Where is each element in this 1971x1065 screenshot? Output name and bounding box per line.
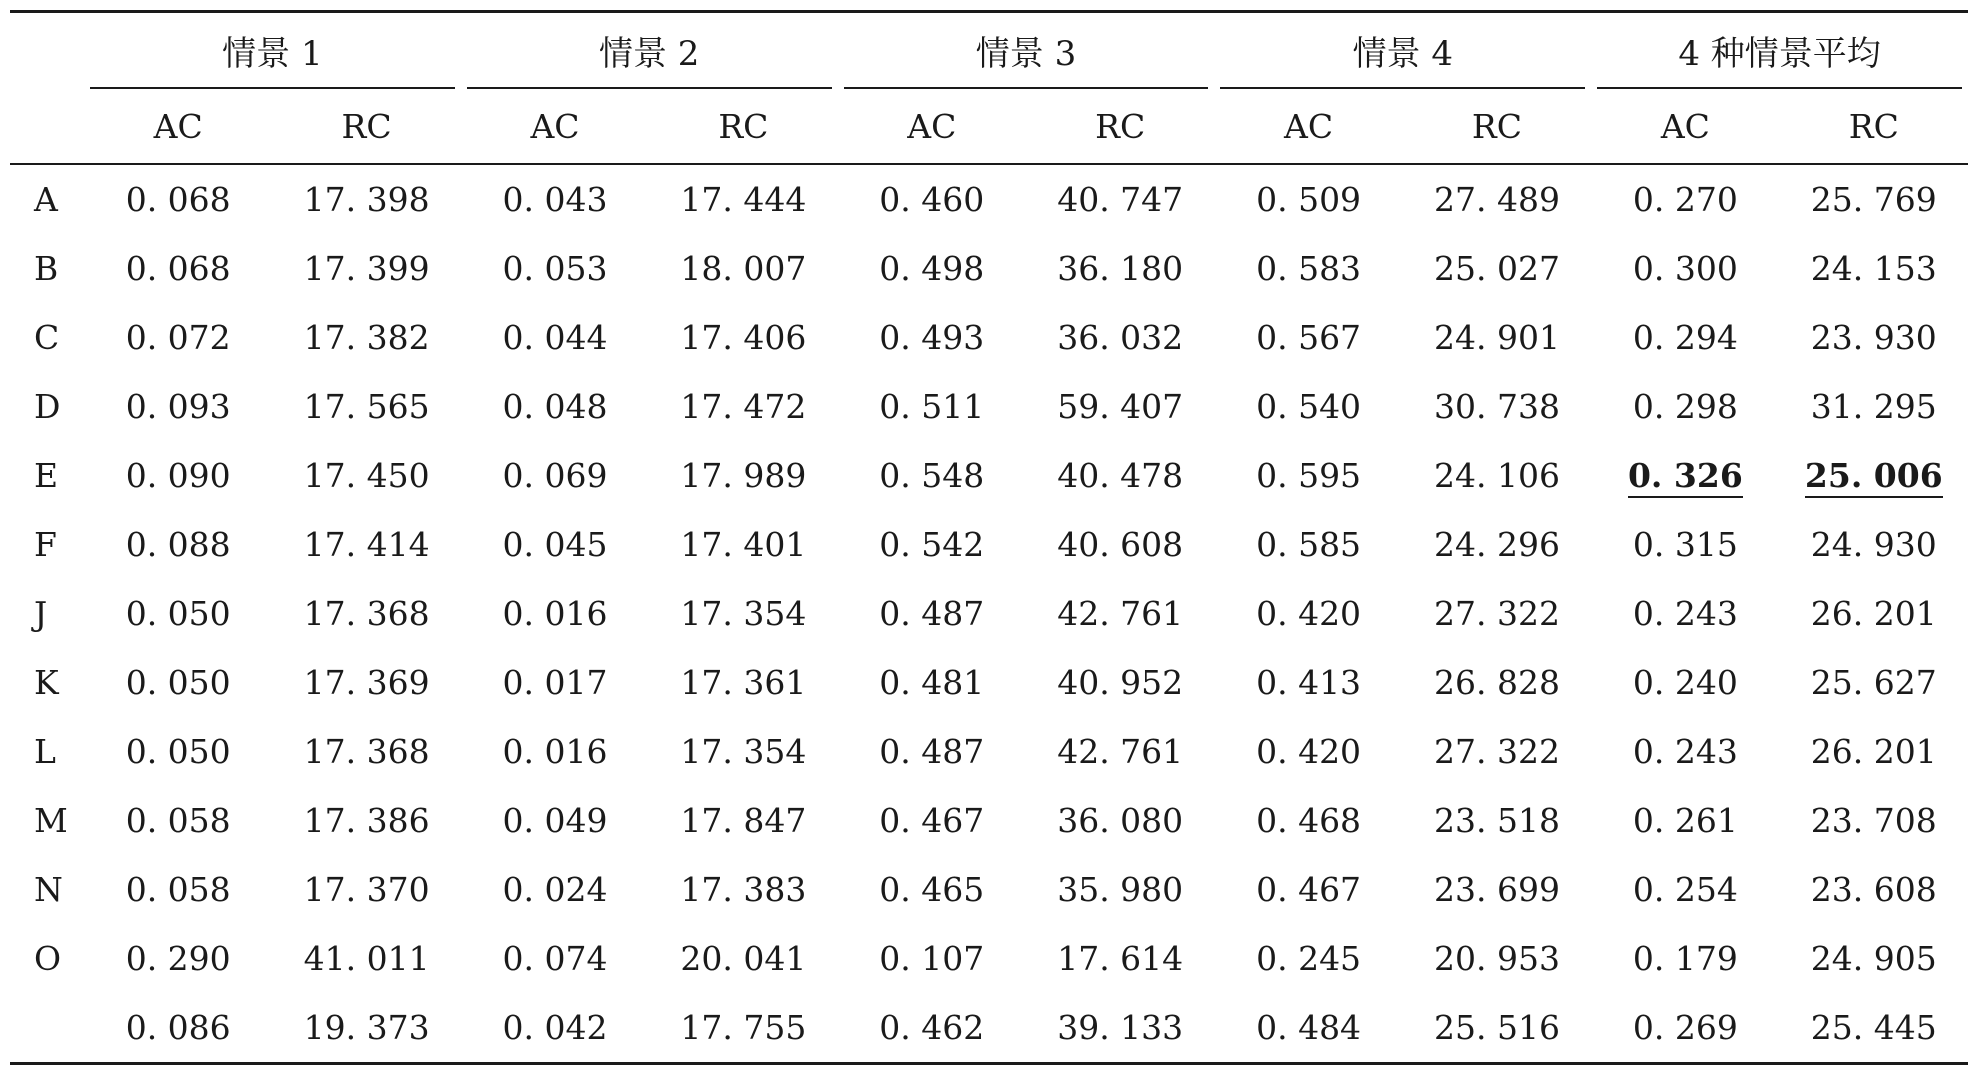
table-cell: 25. 445 [1810, 1008, 1937, 1047]
table-cell: 0. 298 [1632, 387, 1738, 426]
table-cell: 17. 386 [303, 801, 430, 840]
table-cell: 25. 627 [1810, 663, 1937, 702]
table-cell: 36. 080 [1057, 801, 1184, 840]
table-cell: 0. 269 [1632, 1008, 1738, 1047]
table-cell: 17. 370 [303, 870, 430, 909]
table-cell: 0. 058 [125, 801, 231, 840]
table-cell: 17. 614 [1057, 939, 1184, 978]
table-body [10, 164, 1968, 1064]
table-cell: 17. 472 [680, 387, 807, 426]
table-cell: 0. 179 [1632, 939, 1738, 978]
table-cell: 27. 322 [1434, 732, 1560, 771]
table-cell: 24. 153 [1810, 249, 1937, 288]
table-cell: 0. 315 [1632, 525, 1738, 564]
table-cell: 17. 368 [303, 732, 430, 771]
table-row [10, 234, 1968, 303]
row-label: O [34, 939, 62, 978]
table-cell: 25. 027 [1434, 249, 1560, 288]
table-cell: 36. 032 [1057, 318, 1184, 357]
group-header-label: 情景 1 [222, 33, 323, 74]
table-cell: 20. 953 [1434, 939, 1560, 978]
table-cell: 17. 414 [303, 525, 430, 564]
row-label: E [34, 456, 59, 495]
table-cell: 40. 952 [1057, 663, 1184, 702]
table-cell [1591, 441, 1779, 510]
table-cell: 26. 201 [1810, 594, 1937, 633]
table-cell: 0. 074 [502, 939, 608, 978]
table-cell: 0. 468 [1256, 801, 1362, 840]
table-cell: 0. 493 [879, 318, 985, 357]
results-table [10, 10, 1968, 1065]
table-cell: 25. 769 [1810, 180, 1937, 219]
table-cell: 24. 901 [1434, 318, 1560, 357]
table-cell: 0. 487 [879, 732, 985, 771]
table-cell: 0. 294 [1632, 318, 1738, 357]
sub-header-rc: RC [1848, 106, 1899, 146]
table-cell: 19. 373 [303, 1008, 430, 1047]
table-cell: 0. 049 [502, 801, 608, 840]
table-cell: 0. 016 [502, 594, 608, 633]
group-header-label: 情景 3 [975, 33, 1077, 74]
table-cell: 41. 011 [303, 939, 430, 978]
table-row [10, 786, 1968, 855]
table-cell: 23. 608 [1810, 870, 1937, 909]
sub-header-rc: RC [341, 106, 392, 146]
group-header-row [10, 12, 1968, 90]
table-cell: 0. 053 [502, 249, 608, 288]
table-cell: 0. 420 [1256, 732, 1362, 771]
row-label: M [34, 801, 68, 840]
sub-header-row [10, 89, 1968, 164]
table-cell: 0. 240 [1632, 663, 1738, 702]
table-cell: 0. 050 [125, 732, 231, 771]
table-cell: 24. 296 [1434, 525, 1560, 564]
table-cell: 0. 068 [125, 249, 231, 288]
sub-header-rc: RC [1471, 106, 1523, 146]
table-cell: 0. 107 [879, 939, 985, 978]
table-row [10, 717, 1968, 786]
highlighted-value: 0. 326 [1628, 456, 1743, 498]
table-cell: 0. 585 [1256, 525, 1362, 564]
table-cell: 0. 467 [879, 801, 985, 840]
table-cell: 25. 516 [1434, 1008, 1560, 1047]
table-cell: 20. 041 [680, 939, 807, 978]
sub-header-rc: RC [718, 106, 769, 146]
table-cell: 0. 413 [1256, 663, 1362, 702]
table-cell: 0. 045 [502, 525, 608, 564]
table-cell: 0. 024 [502, 870, 608, 909]
sub-header-ac: AC [1284, 106, 1334, 146]
row-label: N [34, 870, 63, 909]
row-label: A [34, 180, 58, 219]
table-cell: 0. 467 [1256, 870, 1362, 909]
table-cell: 0. 048 [502, 387, 608, 426]
table-cell: 0. 243 [1632, 732, 1738, 771]
table-cell: 0. 017 [502, 663, 608, 702]
table-cell: 24. 905 [1810, 939, 1937, 978]
group-header-scenario-4 [1214, 12, 1591, 90]
table-cell: 17. 399 [303, 249, 430, 288]
table-row [10, 855, 1968, 924]
table-cell: 0. 090 [125, 456, 231, 495]
table-cell: 0. 058 [125, 870, 231, 909]
table-cell: 26. 201 [1810, 732, 1937, 771]
row-label: J [34, 594, 48, 633]
table-cell: 17. 354 [680, 732, 807, 771]
table-cell: 0. 088 [125, 525, 231, 564]
table-cell [1780, 441, 1968, 510]
table-cell: 0. 300 [1632, 249, 1738, 288]
table-cell: 42. 761 [1057, 732, 1184, 771]
table-cell: 30. 738 [1434, 387, 1560, 426]
table-cell: 26. 828 [1434, 663, 1560, 702]
table-cell: 17. 755 [680, 1008, 807, 1047]
table-cell: 0. 511 [879, 387, 985, 426]
sub-header-ac: AC [530, 106, 580, 146]
table-cell: 0. 583 [1256, 249, 1362, 288]
table-cell: 0. 050 [125, 594, 231, 633]
table-cell: 0. 050 [125, 663, 231, 702]
table-cell: 23. 930 [1810, 318, 1937, 357]
table-cell: 17. 989 [680, 456, 807, 495]
table-cell: 0. 043 [502, 180, 608, 219]
table-cell: 27. 489 [1434, 180, 1560, 219]
table-cell: 0. 542 [879, 525, 985, 564]
table-cell: 59. 407 [1057, 387, 1184, 426]
table-cell: 0. 465 [879, 870, 985, 909]
sub-header-ac: AC [907, 106, 957, 146]
table-cell: 0. 509 [1256, 180, 1362, 219]
table-cell: 31. 295 [1810, 387, 1937, 426]
table-cell: 0. 254 [1632, 870, 1738, 909]
table-cell: 0. 548 [879, 456, 985, 495]
table-row [10, 993, 1968, 1064]
corner-cell [10, 12, 84, 90]
table-cell: 24. 106 [1434, 456, 1560, 495]
table-cell: 17. 401 [680, 525, 807, 564]
table-cell: 17. 382 [303, 318, 430, 357]
table-cell: 0. 540 [1256, 387, 1362, 426]
table-cell: 0. 261 [1632, 801, 1738, 840]
row-label: K [34, 663, 59, 702]
table-cell: 0. 484 [1256, 1008, 1362, 1047]
group-header-scenario-1 [84, 12, 461, 90]
table-cell: 0. 016 [502, 732, 608, 771]
table-cell: 0. 487 [879, 594, 985, 633]
table-cell: 0. 072 [125, 318, 231, 357]
table-row [10, 924, 1968, 993]
table-cell: 42. 761 [1057, 594, 1184, 633]
table-cell: 17. 565 [303, 387, 430, 426]
table-cell: 0. 595 [1256, 456, 1362, 495]
sub-header-rc: RC [1095, 106, 1146, 146]
table-cell: 40. 478 [1057, 456, 1184, 495]
table-cell: 40. 608 [1057, 525, 1184, 564]
table-cell: 39. 133 [1057, 1008, 1184, 1047]
table-row [10, 648, 1968, 717]
group-header-label: 情景 2 [598, 33, 700, 74]
table-cell: 17. 450 [303, 456, 430, 495]
table-cell: 0. 270 [1632, 180, 1738, 219]
table-cell: 17. 398 [303, 180, 430, 219]
group-header-scenario-3 [838, 12, 1215, 90]
table-cell: 0. 462 [879, 1008, 985, 1047]
table-cell: 27. 322 [1434, 594, 1560, 633]
results-table-container [10, 10, 1968, 1065]
table-cell: 0. 245 [1256, 939, 1362, 978]
table-cell: 35. 980 [1057, 870, 1184, 909]
table-cell: 23. 518 [1434, 801, 1560, 840]
table-cell: 24. 930 [1810, 525, 1937, 564]
table-cell: 17. 383 [680, 870, 807, 909]
table-cell: 23. 708 [1810, 801, 1937, 840]
table-row [10, 303, 1968, 372]
row-label: F [34, 525, 57, 564]
row-label: L [34, 732, 56, 771]
row-label: C [34, 318, 60, 357]
table-row [10, 164, 1968, 234]
row-label: D [34, 387, 61, 426]
group-header-average [1591, 12, 1968, 90]
table-cell: 0. 498 [879, 249, 985, 288]
table-cell: 0. 042 [502, 1008, 608, 1047]
table-cell: 17. 368 [303, 594, 430, 633]
table-cell: 0. 044 [502, 318, 608, 357]
group-header-label: 情景 4 [1352, 33, 1454, 74]
table-cell: 17. 406 [680, 318, 807, 357]
table-cell: 0. 093 [125, 387, 231, 426]
table-cell: 0. 420 [1256, 594, 1362, 633]
table-cell: 17. 361 [680, 663, 807, 702]
group-header-scenario-2 [461, 12, 838, 90]
sub-header-ac: AC [153, 106, 203, 146]
table-cell: 0. 290 [125, 939, 231, 978]
table-cell: 0. 567 [1256, 318, 1362, 357]
table-cell: 0. 243 [1632, 594, 1738, 633]
table-cell: 0. 481 [879, 663, 985, 702]
row-label [10, 993, 84, 1064]
table-row [10, 441, 1968, 510]
table-row [10, 372, 1968, 441]
table-cell: 17. 847 [680, 801, 807, 840]
highlighted-value: 25. 006 [1805, 456, 1943, 498]
group-header-label: 4 种情景平均 [1678, 33, 1881, 74]
table-cell: 17. 354 [680, 594, 807, 633]
table-cell: 17. 369 [303, 663, 430, 702]
table-cell: 0. 068 [125, 180, 231, 219]
table-cell: 0. 086 [125, 1008, 231, 1047]
table-cell: 18. 007 [680, 249, 807, 288]
table-cell: 23. 699 [1434, 870, 1560, 909]
table-row [10, 510, 1968, 579]
sub-header-empty [10, 89, 84, 164]
sub-header-ac: AC [1660, 106, 1710, 146]
table-cell: 0. 460 [879, 180, 985, 219]
row-label: B [34, 249, 59, 288]
table-cell: 36. 180 [1057, 249, 1184, 288]
table-row [10, 579, 1968, 648]
table-cell: 0. 069 [502, 456, 608, 495]
table-cell: 40. 747 [1057, 180, 1184, 219]
table-cell: 17. 444 [680, 180, 807, 219]
